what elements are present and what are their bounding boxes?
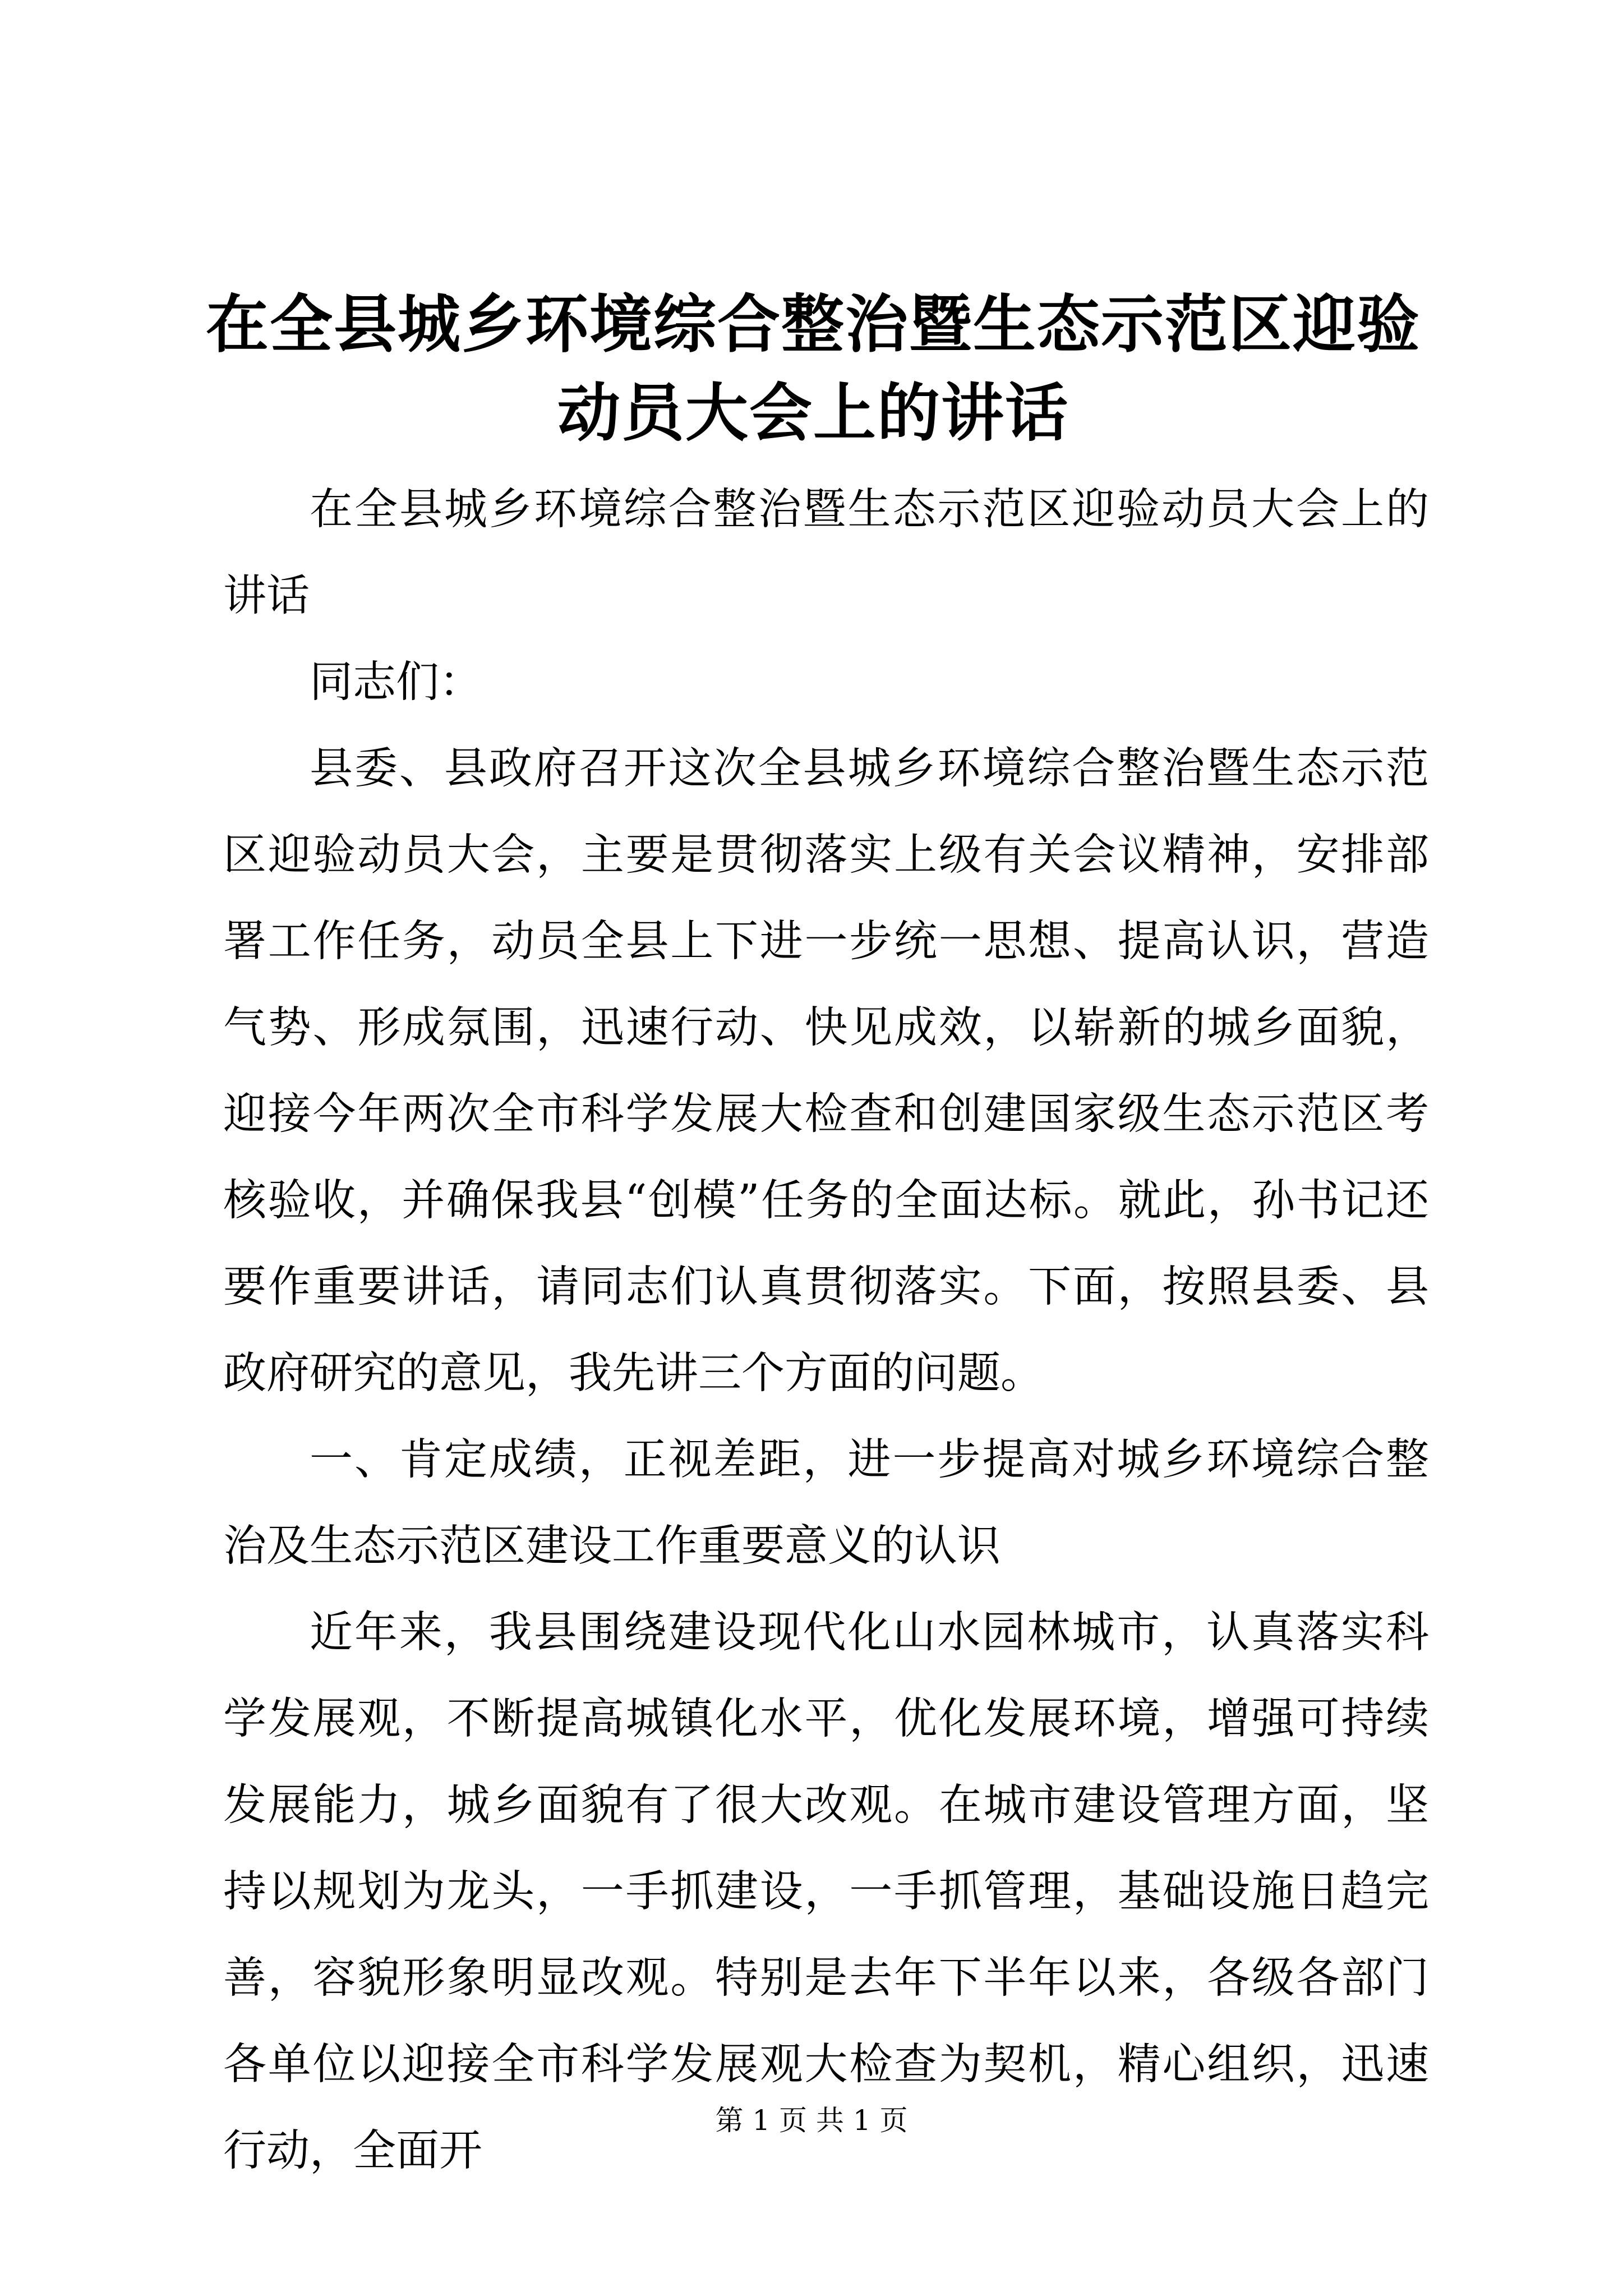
paragraph-salutation: 同志们： bbox=[310, 657, 482, 707]
document-body bbox=[223, 467, 1429, 2194]
paragraph-section-heading: 一、肯定成绩，正视差距，进一步提高对城乡环境综合整治及生态示范区建设工作重要意义的认识 bbox=[223, 1435, 1429, 1571]
paragraph-section-content: 近年来，我县围绕建设现代化山水园林城市，认真落实科学发展观，不断提高城镇化水平，优化发展环境，增强可持续发展能力，城乡面貌有了很大改观。在城市建设管理方面，坚持以规划为龙头，一手抓建设，一手抓管理，基础设施日趋完善，容貌形象明显改观。特别是去年下半年以来，各级各部门各单位以迎接全市科学发展观大检查为契机，精心组织，迅速行动，全面开 bbox=[223, 1608, 1429, 2176]
paragraph-introduction: 县委、县政府召开这次全县城乡环境综合整治暨生态示范区迎验动员大会，主要是贯彻落实上级有关会议精神，安排部署工作任务，动员全县上下进一步统一思想、提高认识，营造气势、形成氛围，迅速行动、快见成效，以崭新的城乡面貌，迎接今年两次全市科学发展大检查和创建国家级生态示范区考核验收，并确保我县“创模”任务的全面达标。就此，孙书记还要作重要讲话，请同志们认真贯彻落实。下面，按照县委、县政府研究的意见，我先讲三个方面的问题。 bbox=[223, 744, 1429, 1398]
paragraph-title-repeat: 在全县城乡环境综合整治暨生态示范区迎验动员大会上的讲话 bbox=[223, 485, 1429, 621]
page-footer: 第 1 页 共 1 页 bbox=[715, 2104, 908, 2137]
document-title: 在全县城乡环境综合整治暨生态示范区迎验动员大会上的讲话 bbox=[206, 288, 1421, 450]
